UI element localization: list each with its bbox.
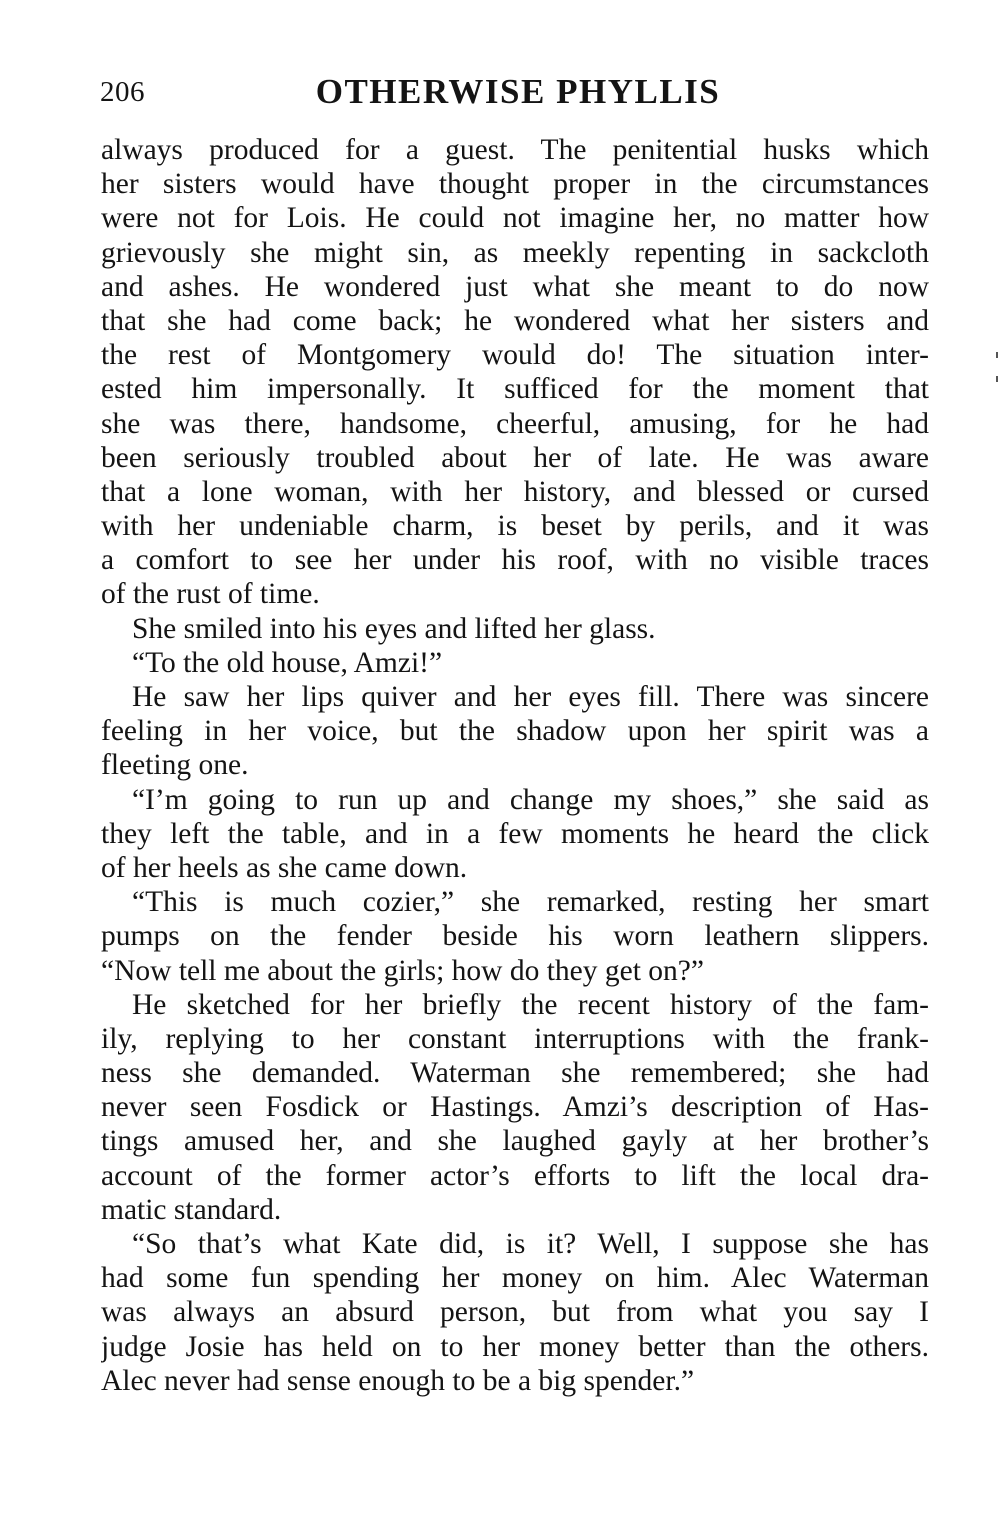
text-line: “I’m going to run up and change my shoes,” she said as	[132, 783, 929, 816]
text-line: tings amused her, and she laughed gayly at her brother’s	[101, 1125, 929, 1158]
text-line: judge Josie has held on to her money better than the others.	[101, 1330, 929, 1363]
margin-mark	[996, 352, 998, 358]
text-line: always produced for a guest. The penitential husks which	[101, 134, 929, 166]
text-line: Alec never had sense enough to be a big spender.”	[101, 1364, 695, 1397]
text-line: and ashes. He wondered just what she meant to do now	[101, 270, 929, 303]
text-line: matic standard.	[101, 1193, 282, 1226]
text-line: she was there, handsome, cheerful, amusing, for he had	[101, 407, 929, 440]
text-line: ness she demanded. Waterman she remembered; she had	[101, 1057, 929, 1090]
text-line: they left the table, and in a few moments he heard the click	[101, 817, 929, 850]
body-text	[101, 133, 929, 1398]
text-line: of the rust of time.	[101, 578, 320, 611]
text-line: with her undeniable charm, is beset by perils, and it was	[101, 510, 929, 543]
text-line: were not for Lois. He could not imagine her, no matter how	[101, 202, 929, 235]
text-line: been seriously troubled about her of late. He was aware	[101, 441, 929, 474]
text-line: never seen Fosdick or Hastings. Amzi’s description of Has-	[101, 1091, 929, 1124]
text-line: a comfort to see her under his roof, with no visible traces	[101, 544, 929, 577]
margin-mark	[996, 376, 998, 382]
text-line: grievously she might sin, as meekly repenting in sackcloth	[101, 236, 929, 269]
text-line: of her heels as she came down.	[101, 851, 468, 884]
text-line: ily, replying to her constant interruptions with the frank-	[101, 1022, 929, 1055]
page-header	[100, 72, 928, 116]
text-line: “So that’s what Kate did, is it? Well, I suppose she has	[132, 1228, 929, 1260]
text-line: He sketched for her briefly the recent history of the fam-	[132, 988, 929, 1021]
running-title: OTHERWISE PHYLLIS	[315, 72, 721, 111]
text-line: “To the old house, Amzi!”	[132, 646, 443, 679]
text-line: account of the former actor’s efforts to lift the local dra-	[101, 1159, 929, 1192]
text-line: the rest of Montgomery would do! The situation inter-	[101, 339, 929, 372]
text-line: pumps on the fender beside his worn leathern slippers.	[101, 920, 929, 953]
text-line: feeling in her voice, but the shadow upon her spirit was a	[101, 715, 929, 748]
text-line: her sisters would have thought proper in the circumstances	[101, 168, 929, 201]
text-line: had some fun spending her money on him. Alec Waterman	[101, 1262, 929, 1295]
text-line: “Now tell me about the girls; how do they get on?”	[101, 954, 704, 987]
text-line: that she had come back; he wondered what her sisters and	[101, 304, 929, 337]
text-line: “This is much cozier,” she remarked, resting her smart	[132, 886, 929, 919]
text-line: She smiled into his eyes and lifted her glass.	[132, 612, 656, 645]
text-line: ested him impersonally. It sufficed for the moment that	[101, 373, 929, 406]
text-line: was always an absurd person, but from what you say I	[101, 1296, 929, 1329]
text-line: that a lone woman, with her history, and blessed or cursed	[101, 475, 929, 508]
text-line: He saw her lips quiver and her eyes fill. There was sincere	[132, 681, 929, 713]
text-line: fleeting one.	[101, 749, 249, 782]
page-number: 206	[100, 76, 145, 108]
